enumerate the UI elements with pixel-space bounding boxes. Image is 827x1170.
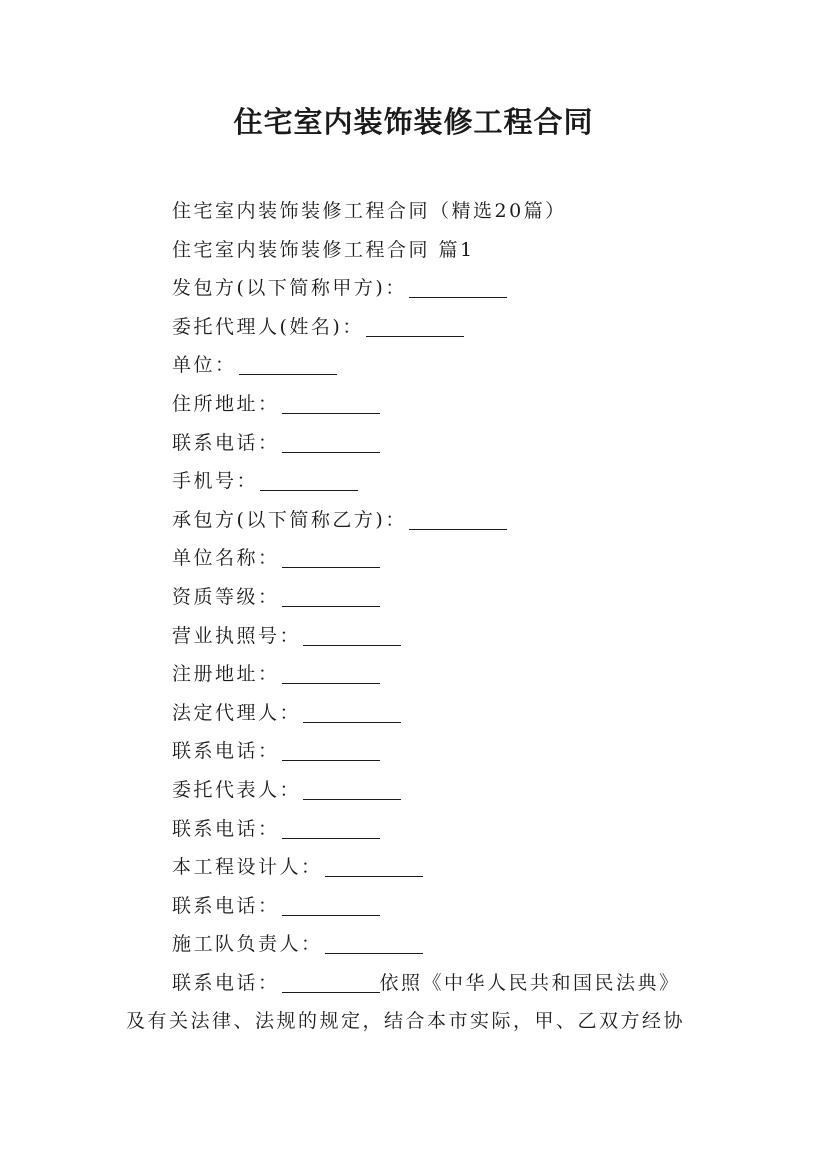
continuation-line: 及有关法律、法规的规定，结合本市实际，甲、乙双方经协 (126, 1010, 686, 1033)
fill-in-blank (282, 545, 380, 568)
fill-in-blank (282, 970, 380, 993)
document-line (126, 308, 726, 347)
line-text-after-blank: 依照《中华人民共和国民法典》 (379, 971, 681, 994)
document-line (126, 617, 726, 656)
fill-in-blank (282, 893, 380, 916)
line-text: 发包方(以下简称甲方)： (172, 277, 407, 300)
document-line (126, 424, 726, 463)
document-line (126, 771, 726, 810)
document-title: 住宅室内装饰装修工程合同 (233, 105, 594, 139)
document-line (126, 732, 726, 771)
line-text: 注册地址： (172, 663, 280, 686)
line-text: 营业执照号： (172, 624, 302, 647)
document-line (126, 231, 726, 270)
document-line (126, 887, 726, 926)
fill-in-blank (303, 700, 401, 723)
line-text: 法定代理人： (172, 701, 302, 724)
line-text: 单位名称： (172, 547, 280, 570)
line-text: 施工队负责人： (172, 933, 323, 956)
line-text: 住宅室内装饰装修工程合同（精选20篇） (172, 200, 567, 222)
document-line (126, 578, 726, 617)
document-line (126, 385, 726, 424)
fill-in-blank (366, 314, 464, 337)
document-line (126, 462, 726, 501)
line-text: 手机号： (172, 470, 259, 493)
document-line (126, 655, 726, 694)
fill-in-blank (282, 430, 380, 453)
line-text: 联系电话： (172, 740, 280, 763)
fill-in-blank (409, 507, 507, 530)
fill-in-blank (282, 738, 380, 761)
line-text: 联系电话： (172, 894, 280, 917)
fill-in-blank (325, 931, 423, 954)
fill-in-blank (239, 352, 337, 375)
document-line (126, 694, 726, 733)
fill-in-blank (282, 661, 380, 684)
fill-in-blank (260, 468, 358, 491)
line-text: 承包方(以下简称乙方)： (172, 508, 407, 531)
fill-in-blank (282, 391, 380, 414)
fill-in-blank (325, 854, 423, 877)
document-line (126, 346, 726, 385)
line-text: 联系电话： (172, 971, 280, 994)
fill-in-blank (303, 623, 401, 646)
fill-in-blank (282, 584, 380, 607)
fill-in-blank (409, 275, 507, 298)
document-line (126, 964, 726, 1003)
line-text: 住所地址： (172, 392, 280, 415)
line-text: 本工程设计人： (172, 856, 323, 879)
line-text: 委托代理人(姓名)： (172, 315, 364, 338)
line-text: 联系电话： (172, 431, 280, 454)
document-line (126, 925, 726, 964)
document-line (126, 539, 726, 578)
line-text: 住宅室内装饰装修工程合同 篇1 (172, 238, 475, 261)
document-body (126, 192, 726, 1041)
line-text: 委托代表人： (172, 778, 302, 801)
fill-in-blank (282, 816, 380, 839)
line-text: 资质等级： (172, 585, 280, 608)
document-line (126, 269, 726, 308)
document-line (126, 810, 726, 849)
document-line (126, 848, 726, 887)
line-text: 联系电话： (172, 817, 280, 840)
document-line (126, 192, 726, 231)
line-text: 单位： (172, 354, 237, 377)
fill-in-blank (303, 777, 401, 800)
document-line (126, 501, 726, 540)
